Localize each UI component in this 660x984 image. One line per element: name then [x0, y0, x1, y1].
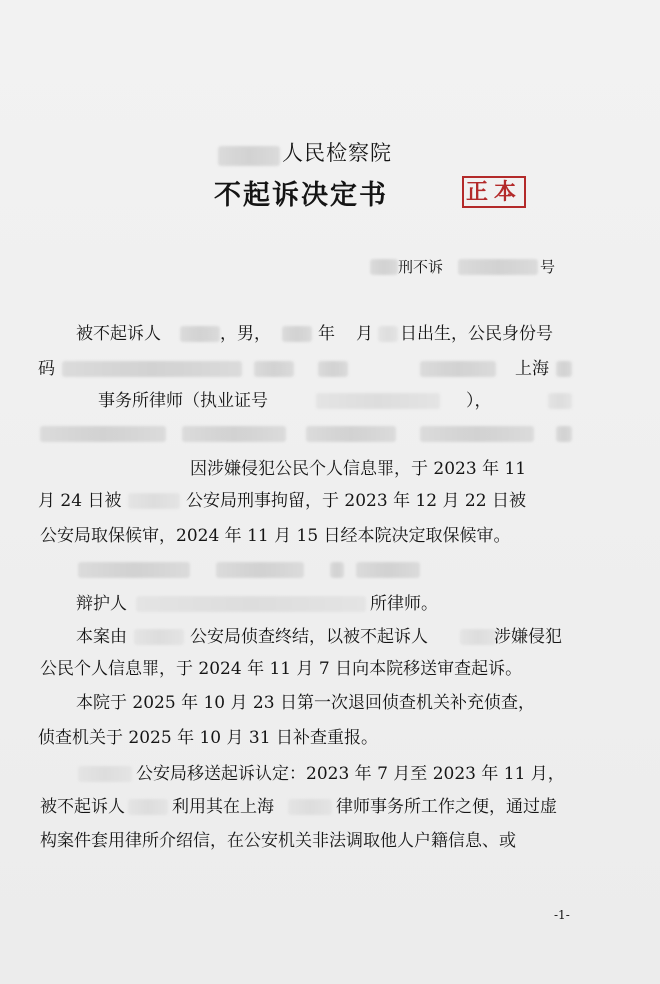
line-7: 公安局取保候审，2024 年 11 月 15 日经本院决定取保候审。	[40, 526, 511, 546]
redacted-id-number	[62, 361, 242, 377]
redacted-line-4b	[182, 426, 286, 442]
redacted-line-8a	[78, 562, 190, 578]
redacted-line-4d	[420, 426, 534, 442]
document-title: 不起诉决定书	[214, 180, 388, 211]
redacted-info-4	[556, 361, 572, 377]
redacted-license-number	[316, 393, 440, 409]
line-1-gender: ，男，	[220, 324, 271, 344]
line-10-mid: 公安局侦查终结，以被不起诉人	[190, 627, 428, 647]
page-number: -1-	[554, 908, 570, 922]
line-12: 本院于 2025 年 10 月 23 日第一次退回侦查机关补充侦查，	[76, 693, 535, 713]
redacted-case-number	[458, 259, 538, 275]
line-2-shanghai: 上海	[515, 359, 549, 379]
line-2-code: 码	[38, 359, 55, 379]
redacted-police-bureau-1	[128, 493, 180, 509]
line-10-start: 本案由	[76, 627, 127, 647]
redacted-line-4c	[306, 426, 396, 442]
redacted-line-4e	[556, 426, 572, 442]
line-3-lawyer: 事务所律师（执业证号	[98, 391, 268, 411]
line-15-end: 律师事务所工作之便，通过虚	[336, 797, 557, 817]
original-copy-stamp: 正本	[462, 176, 526, 208]
redacted-case-prefix	[370, 259, 398, 275]
line-15-start: 被不起诉人	[40, 797, 125, 817]
redacted-law-firm	[288, 799, 332, 815]
line-1-birth-id: 日出生，公民身份号	[400, 324, 553, 344]
redacted-line-8c	[330, 562, 344, 578]
line-1-defendant: 被不起诉人	[76, 324, 161, 344]
redacted-info-3	[420, 361, 496, 377]
redacted-line-8d	[356, 562, 420, 578]
line-9-end: 所律师。	[370, 594, 438, 614]
line-11: 公民个人信息罪，于 2024 年 11 月 7 日向本院移送审查起诉。	[40, 659, 523, 679]
redacted-birth-day	[378, 326, 398, 342]
line-13: 侦查机关于 2025 年 10 月 31 日补查重报。	[38, 728, 378, 748]
line-15-mid: 利用其在上海	[172, 797, 274, 817]
case-number-suffix: 号	[540, 258, 556, 276]
redacted-defendant-name	[180, 326, 220, 342]
line-1-month: 月	[356, 324, 373, 344]
case-number-label: 刑不诉	[398, 258, 444, 276]
line-14: 公安局移送起诉认定：2023 年 7 月至 2023 年 11 月，	[136, 764, 565, 784]
redacted-info-2	[318, 361, 348, 377]
redacted-info-1	[254, 361, 294, 377]
redacted-info-5	[548, 393, 572, 409]
redacted-procuratorate-name	[218, 146, 280, 166]
line-6-end: 公安局刑事拘留，于 2023 年 12 月 22 日被	[186, 491, 526, 511]
redacted-defendant-name-2	[460, 629, 496, 645]
line-10-end: 涉嫌侵犯	[494, 627, 562, 647]
redacted-birth-year	[282, 326, 312, 342]
line-5: 因涉嫌侵犯公民个人信息罪，于 2023 年 11	[190, 459, 527, 479]
line-1-year: 年	[318, 324, 335, 344]
line-6-start: 月 24 日被	[38, 491, 122, 511]
line-3-close: ），	[466, 391, 492, 411]
redacted-line-8b	[216, 562, 304, 578]
redacted-line-4a	[40, 426, 166, 442]
procuratorate-name: 人民检察院	[282, 141, 392, 165]
redacted-police-bureau-2	[134, 629, 184, 645]
line-16: 构案件套用律所介绍信，在公安机关非法调取他人户籍信息、或	[40, 831, 516, 851]
line-9-defender: 辩护人	[76, 594, 127, 614]
redacted-defender-info	[136, 596, 366, 612]
redacted-defendant-name-3	[128, 799, 168, 815]
redacted-police-bureau-3	[78, 766, 132, 782]
